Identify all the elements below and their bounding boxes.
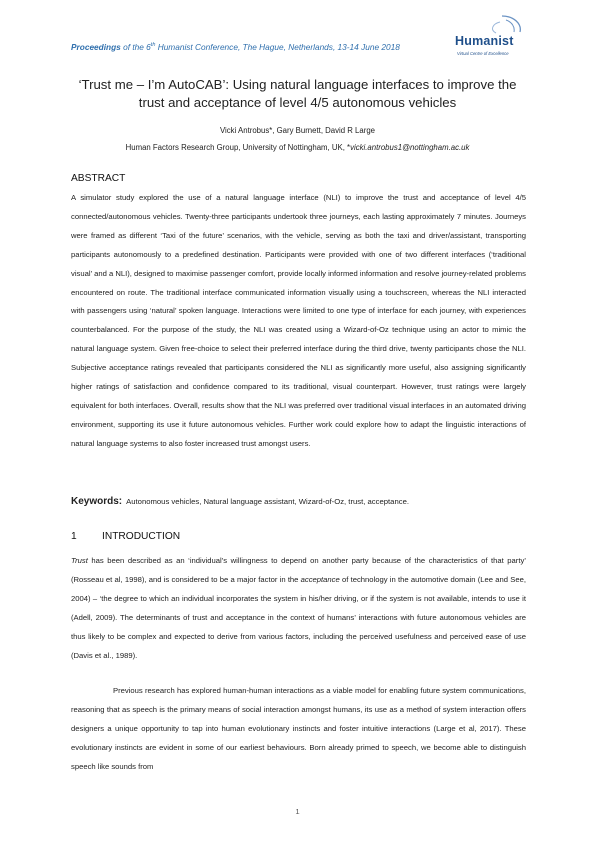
header-of-the: of the 6 [120,42,151,52]
affiliation-text: Human Factors Research Group, University of Nottingham, UK, * [125,143,351,152]
section-heading [71,531,180,542]
header-rest: Humanist Conference, The Hague, Netherlands, 13-14 June 2018 [155,42,400,52]
intro-paragraph-2: Previous research has explored human-human interactions as a viable model for enabling future system communications, reasoning that as speech is the primary means of social interaction amongst humans, its use as a method of system interaction offers designers a unique opportunity to tap into human evolutionary instincts and foster intuitive interactions (Large et al, 2017). These evolutionary instincts are evident in some of our earliest behaviours. Born already primed to speech, we become able to distinguish speech like sounds from [71,686,526,771]
intro-paragraph-1 [71,552,526,665]
term-trust: Trust [71,556,88,565]
logo-name: Humanist [455,34,514,48]
keywords [71,496,409,507]
author-email: vicki.antrobus1@nottingham.ac.uk [350,143,470,152]
abstract-heading: ABSTRACT [71,173,126,184]
paper-title [60,76,535,112]
section-number: 1 [71,531,77,542]
intro-p1-part-b: of technology in the automotive domain (Lee and See, 2004) – ‘the degree to which an individual incorporates the system in his/her driving, or if the system is not available, intends to use it (Adell, 2009). The determinants of trust and acceptance in the context of humans’ interactions with future autonomous vehicles are thus likely to be complex and expected to derive from various factors, including the perceived usefulness and perceived ease of use (Davis et al., 1989). [71,574,526,660]
term-acceptance: acceptance [300,574,340,584]
intro-p1-part-a: has been described as an ‘individual’s willingness to depend on another party because of the characteristics of that party’ (Rosseau et al, 1998), and is considered to be a major factor in the [71,556,526,584]
header-sup: th [150,42,156,49]
page-number: 1 [295,807,300,816]
title-line-1: ‘Trust me – I’m AutoCAB’: Using natural language interfaces to improve the [78,77,517,92]
affiliation [60,143,535,152]
title-line-2: trust and acceptance of level 4/5 autonomous vehicles [138,95,457,110]
authors: Vicki Antrobus*, Gary Burnett, David R Large [219,126,375,135]
keywords-text: Autonomous vehicles, Natural language assistant, Wizard-of-Oz, trust, acceptance. [126,497,409,506]
keywords-label: Keywords: [71,496,123,507]
abstract-body: A simulator study explored the use of a natural language interface (NLI) to improve the trust and acceptance of level 4/5 connected/autonomous vehicles. Twenty-three participants undertook three journeys, each lasting approximately 7 minutes. Journeys were framed as different ‘Taxi of the future’ scenarios, with the vehicle, serving as both the taxi and driver/assistant, transporting participants autonomously to a predefined destination. Participants were provided with one of two different interfaces (‘traditional visual’ and a NLI), designed to maximise passenger comfort, provide locally informed information and resolve journey-related problems encountered on route. The traditional interface communicated information visually using a touchscreen, whereas the NLI interacted with passengers using ‘natural’ spoken language. Interactions were limited to one type of interface for each journey, with experiences counterbalanced. For the purpose of the study, the NLI was created using a Wizard-of-Oz technique using an actor to mimic the natural language system. Given free-choice to select their preferred interface during the third drive, twenty participants chose the NLI. Subjective acceptance ratings revealed that participants considered the NLI as significantly more useful, also assigning significantly higher ratings of satisfaction and confidence compared to its traditional, visual counterpart. However, trust ratings were largely equivalent for both interfaces. Overall, results show that the NLI was preferred over traditional visual interfaces in an automated driving environment, supporting its use it future autonomous vehicles. Further work could explore how to adapt the linguistic interactions of natural language systems to also foster increased trust amongst users. [71,193,526,448]
logo-tagline: Virtual Centre of Excellence [457,51,509,56]
header-proceedings: Proceedings [71,42,121,52]
running-header [71,42,400,52]
section-title: INTRODUCTION [102,531,181,542]
